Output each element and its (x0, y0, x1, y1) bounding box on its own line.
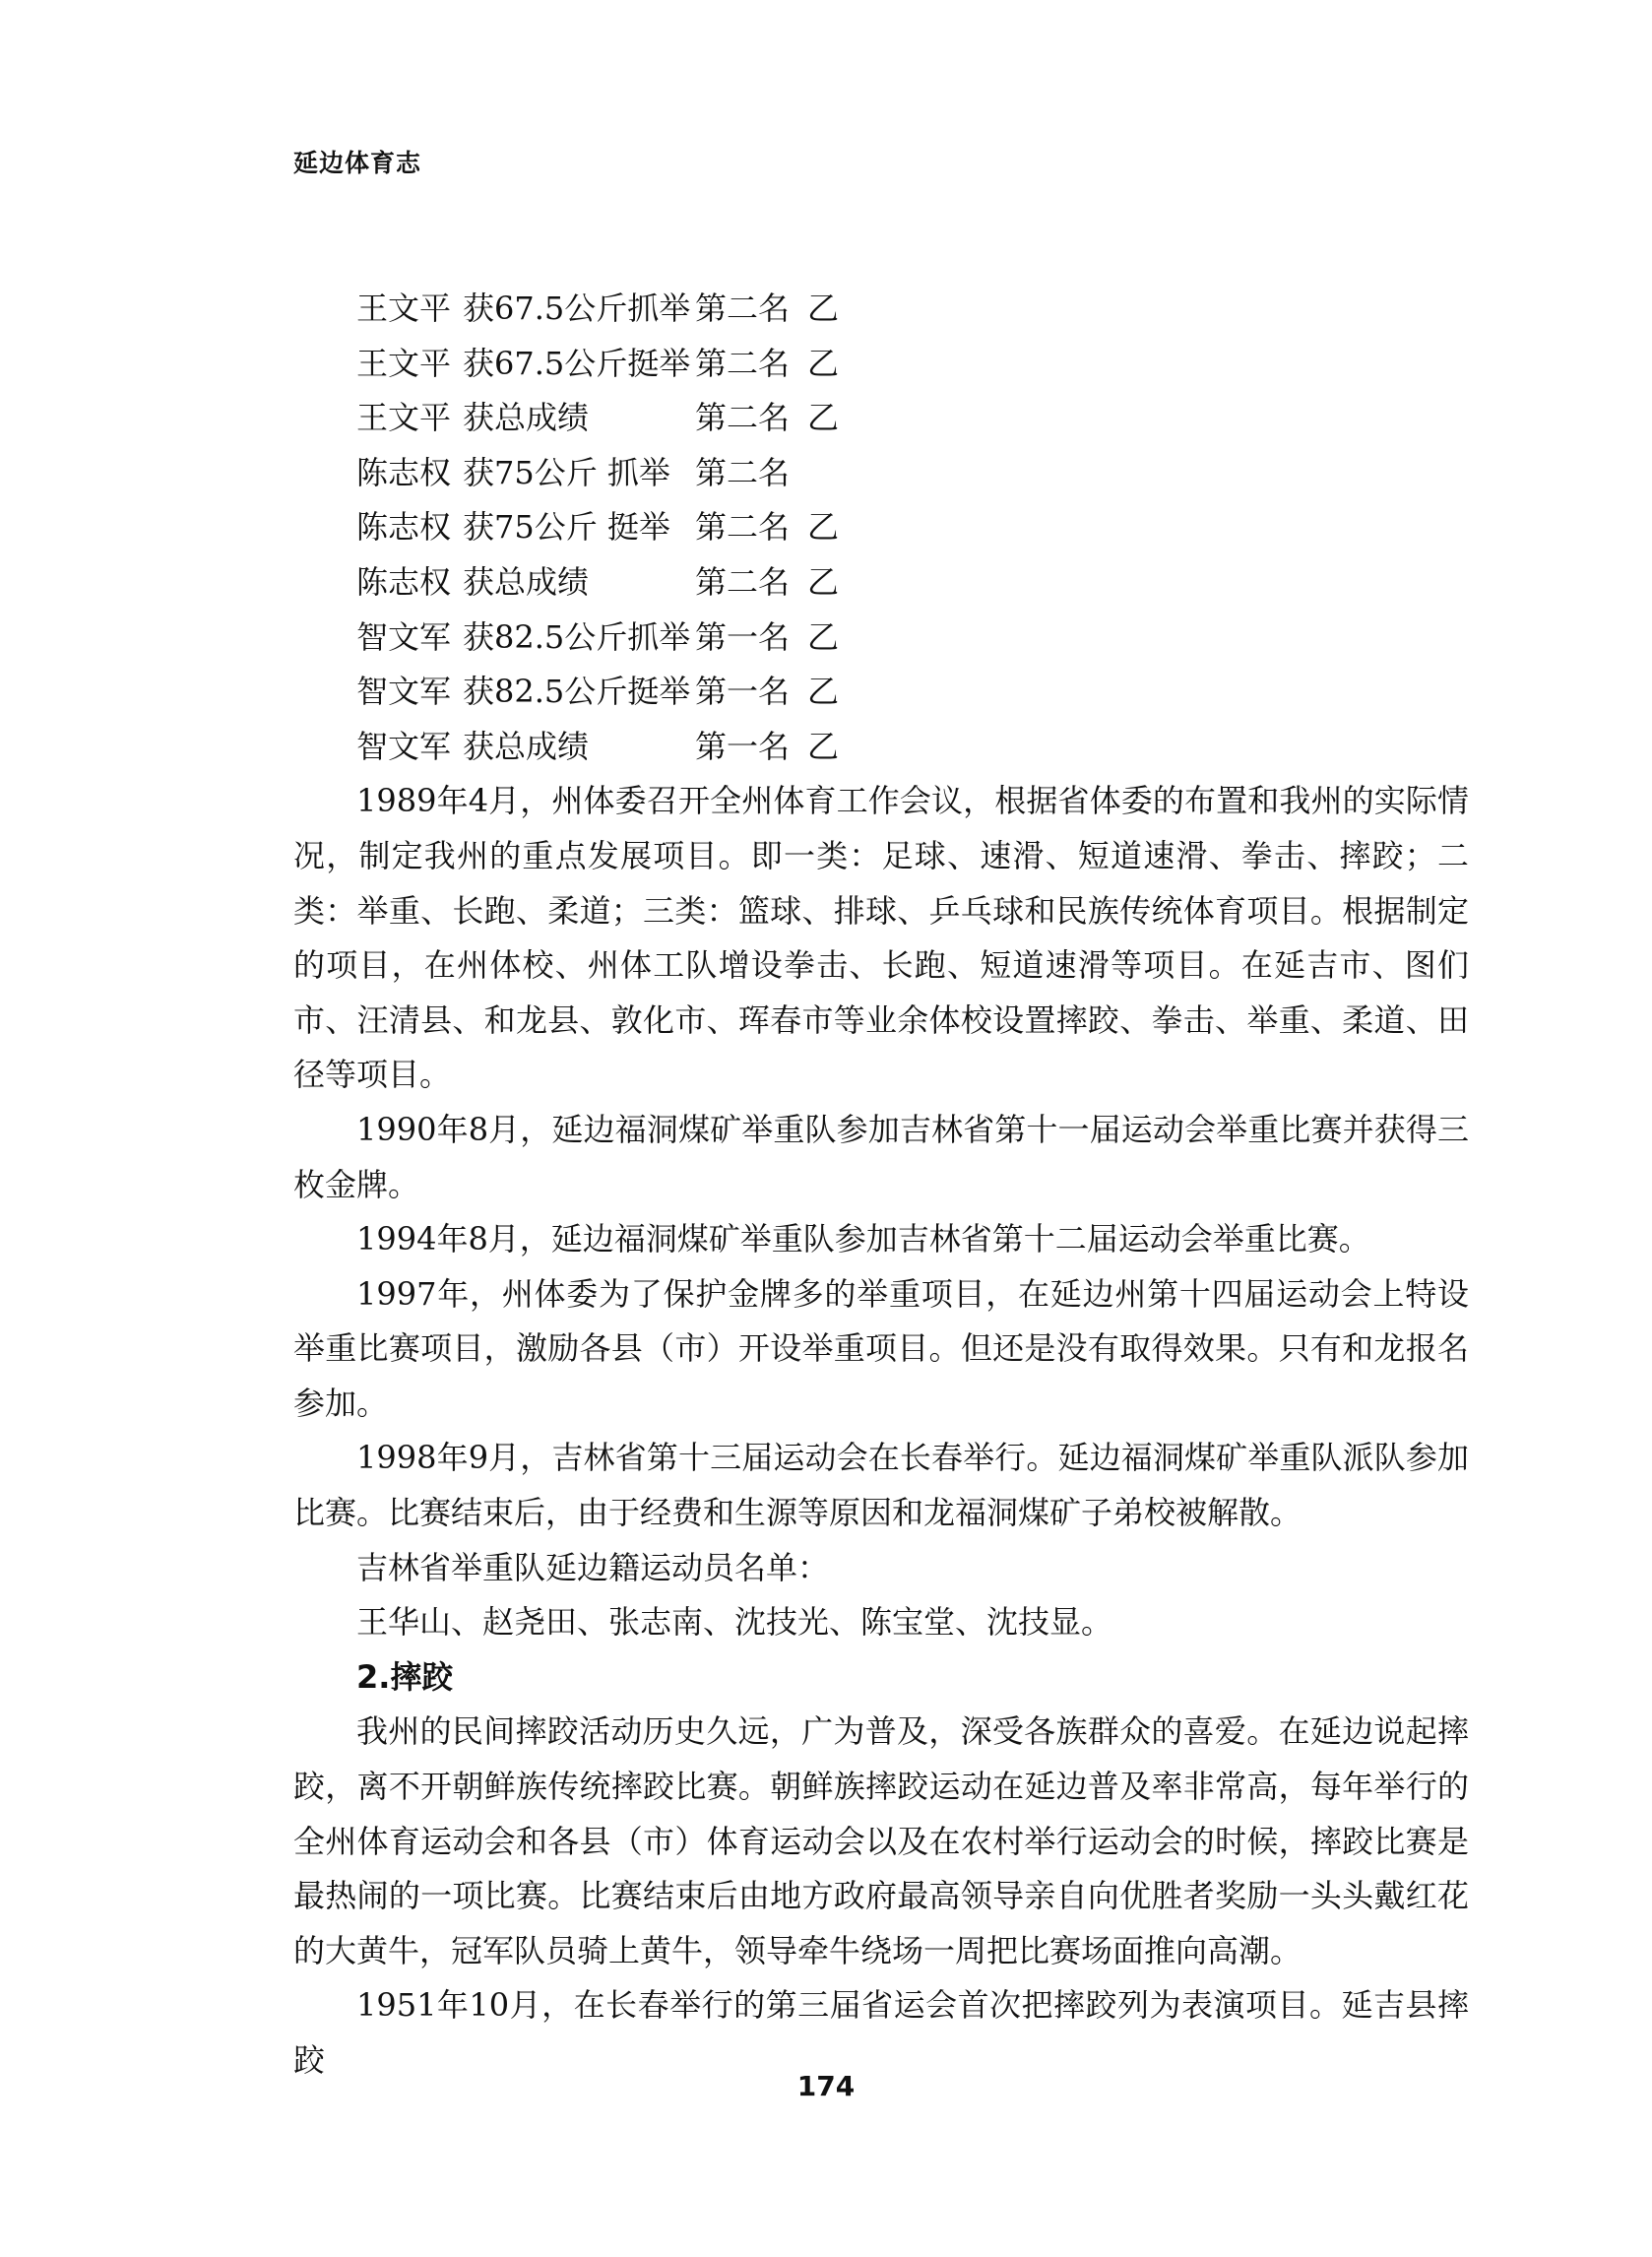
event: 获67.5公斤抓举 (463, 290, 691, 327)
athlete-name: 陈志权 (356, 562, 452, 601)
event: 获75公斤 抓举 (463, 453, 670, 491)
grade-mark: 乙 (807, 617, 840, 656)
athlete-name: 王文平 (356, 290, 452, 327)
athlete-name: 智文军 (356, 617, 452, 656)
event: 获82.5公斤抓举 (463, 617, 691, 656)
placing: 第二名 (695, 290, 791, 327)
paragraph-1951: 1951年10月，在长春举行的第三届省运会首次把摔跤列为表演项目。延吉县摔跤 (293, 1986, 1469, 2079)
result-row (293, 337, 1469, 392)
grade-mark: 乙 (807, 508, 840, 547)
event: 获75公斤 挺举 (463, 508, 670, 547)
placing: 第二名 (695, 562, 791, 601)
section-title: 2.摔跤 (356, 1657, 454, 1696)
result-row (293, 282, 1469, 337)
roster-heading: 吉林省举重队延边籍运动员名单： (356, 1548, 830, 1586)
paragraph-1997: 1997年，州体委为了保护金牌多的举重项目，在延边州第十四届运动会上特设举重比赛项目，激励各县（市）开设举重项目。但还是没有取得效果。只有和龙报名参加。 (293, 1274, 1469, 1422)
page-body (293, 282, 1469, 2089)
placing: 第一名 (695, 673, 791, 711)
grade-mark: 乙 (807, 727, 840, 765)
placing: 第二名 (695, 453, 791, 491)
grade-mark: 乙 (807, 290, 840, 327)
placing: 第一名 (695, 617, 791, 656)
placing: 第一名 (695, 727, 791, 765)
result-row (293, 500, 1469, 555)
result-row (293, 555, 1469, 611)
running-title: 延边体育志 (293, 149, 422, 177)
athlete-name: 王文平 (356, 344, 452, 382)
athlete-name: 陈志权 (356, 453, 452, 491)
grade-mark: 乙 (807, 399, 840, 437)
roster-names: 王华山、赵尧田、张志南、沈技光、陈宝堂、沈技显。 (356, 1603, 1113, 1642)
event: 获总成绩 (463, 562, 590, 601)
grade-mark: 乙 (807, 344, 840, 382)
athlete-name: 智文军 (356, 727, 452, 765)
athlete-name: 智文军 (356, 673, 452, 711)
event: 获总成绩 (463, 399, 590, 437)
paragraph-1989: 1989年4月，州体委召开全州体育工作会议，根据省体委的布置和我州的实际情况，制定我州的重点发展项目。即一类：足球、速滑、短道速滑、拳击、摔跤；二类：举重、长跑、柔道；三类：篮球、排球、乒乓球和民族传统体育项目。根据制定的项目，在州体校、州体工队增设拳击、长跑、短道速滑等项目。在延吉市、图们市、汪清县、和龙县、敦化市、珲春市等业余体校设置摔跤、拳击、举重、柔道、田径等项目。 (293, 782, 1469, 1094)
page-number: 174 (796, 2070, 856, 2102)
placing: 第二名 (695, 508, 791, 547)
athlete-name: 王文平 (356, 399, 452, 437)
result-row (293, 720, 1469, 775)
athlete-name: 陈志权 (356, 508, 452, 547)
placing: 第二名 (695, 399, 791, 437)
event: 获82.5公斤挺举 (463, 673, 691, 711)
paragraph-1990: 1990年8月，延边福洞煤矿举重队参加吉林省第十一届运动会举重比赛并获得三枚金牌。 (293, 1110, 1469, 1203)
paragraph-1998: 1998年9月，吉林省第十三届运动会在长春举行。延边福洞煤矿举重队派队参加比赛。比赛结束后，由于经费和生源等原因和龙福洞煤矿子弟校被解散。 (293, 1439, 1469, 1532)
grade-mark: 乙 (807, 673, 840, 711)
result-row (293, 611, 1469, 666)
paragraph-1994: 1994年8月，延边福洞煤矿举重队参加吉林省第十二届运动会举重比赛。 (356, 1220, 1370, 1258)
result-row (293, 391, 1469, 446)
result-row (293, 446, 1469, 501)
event: 获总成绩 (463, 727, 590, 765)
result-row (293, 665, 1469, 720)
placing: 第二名 (695, 344, 791, 382)
event: 获67.5公斤挺举 (463, 344, 691, 382)
grade-mark: 乙 (807, 562, 840, 601)
paragraph-wrestling-intro: 我州的民间摔跤活动历史久远，广为普及，深受各族群众的喜爱。在延边说起摔跤，离不开朝鲜族传统摔跤比赛。朝鲜族摔跤运动在延边普及率非常高，每年举行的全州体育运动会和各县（市）体育运动会以及在农村举行运动会的时候，摔跤比赛是最热闹的一项比赛。比赛结束后由地方政府最高领导亲自向优胜者奖励一头头戴红花的大黄牛，冠军队员骑上黄牛，领导牵牛绕场一周把比赛场面推向高潮。 (293, 1712, 1469, 1969)
